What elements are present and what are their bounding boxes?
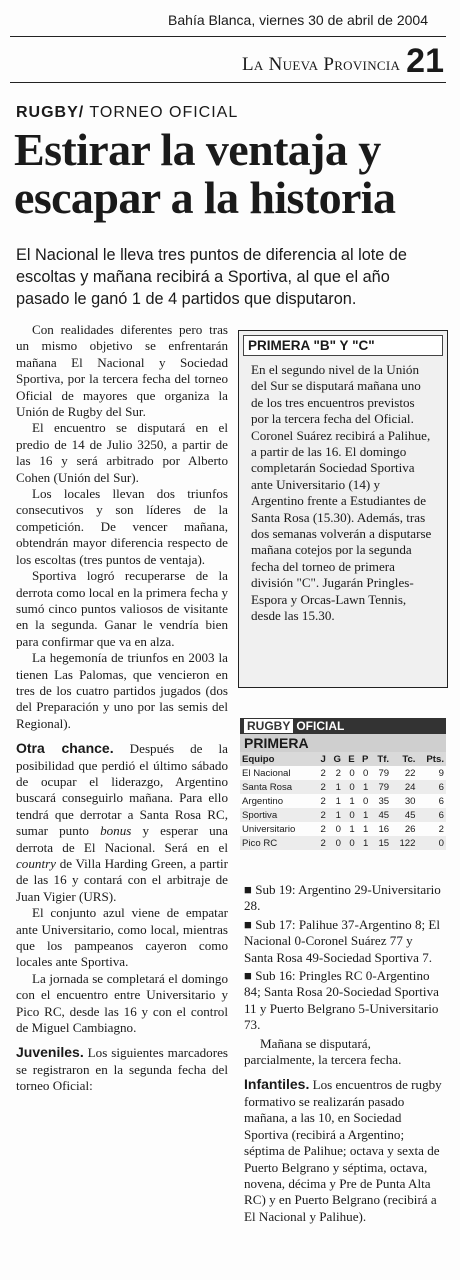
- standings-row: [240, 794, 446, 808]
- stat-cell: 1: [357, 808, 371, 822]
- team-name-cell: Pico RC: [240, 836, 316, 850]
- sidebar-title: PRIMERA "B" Y "C": [243, 335, 443, 356]
- masthead-rule: [10, 82, 446, 83]
- stat-cell: 45: [391, 808, 417, 822]
- stat-cell: 79: [378, 767, 390, 779]
- stat-cell: 1: [349, 823, 355, 835]
- team-name-cell: El Nacional: [242, 767, 291, 779]
- standings-row: [240, 822, 446, 836]
- standings-row: [240, 808, 446, 822]
- stat-cell: 9: [438, 767, 444, 779]
- standings-row: [240, 766, 446, 780]
- stat-cell: 0: [328, 836, 343, 850]
- stat-cell: 22: [404, 767, 416, 779]
- infantiles-title: Infantiles.: [244, 1076, 310, 1093]
- team-name-cell: Argentino: [242, 795, 284, 807]
- headline-line-2: escapar a la historia: [14, 172, 396, 223]
- stat-cell: 0: [363, 767, 369, 779]
- team-name-cell: Santa Rosa: [240, 780, 316, 794]
- stat-cell: 35: [378, 795, 390, 807]
- stat-cell: 0: [343, 836, 357, 850]
- masthead: [242, 42, 444, 80]
- section-tournament: TORNEO OFICIAL: [84, 104, 239, 121]
- results-column: [244, 882, 444, 1227]
- standings-grid: [240, 752, 446, 850]
- stat-cell: 1: [349, 795, 355, 807]
- paper-name: La Nueva Provincia: [242, 54, 401, 75]
- deck: El Nacional le lleva tres puntos de diferencia al lote de escoltas y mañana recibirá a Sportiva, al que el año pasado le ganó 1 de 4 partidos que disputaron.: [16, 246, 407, 308]
- stat-cell: 0: [343, 780, 357, 794]
- page-number: 21: [406, 42, 444, 80]
- body-paragraph: El conjunto azul viene de empatar ante Universitario, como local, mientras que los pampeanos cayeron como locales ante Sportiva.: [16, 905, 228, 970]
- standings-header-row: [240, 752, 446, 766]
- top-rule: [10, 36, 446, 37]
- headline: [14, 126, 454, 222]
- otra-chance-paragraph: Otra chance. Después de la posibilidad que perdió el último sábado de ocupar el liderazgo, Argentino buscará conseguirlo mañana. Para ello tendrá que derrotar a Santa Rosa RC, sumar punto bonus y esperar una derrota de El Nacional. Será en el country de Villa Harding Green, a partir de las 16 y contará con el arbitraje de Juan Vigier (URS).: [16, 740, 228, 904]
- sidebar-box: [238, 330, 448, 688]
- otra-chance-title: Otra chance.: [16, 740, 114, 757]
- stat-cell: 122: [391, 836, 417, 850]
- stat-cell: 0: [349, 767, 355, 779]
- column-header: Equipo: [240, 752, 316, 766]
- stat-cell: 45: [370, 808, 391, 822]
- stat-cell: 79: [370, 780, 391, 794]
- section-sport: RUGBY/: [16, 104, 85, 121]
- column-header: Tf.: [370, 752, 391, 766]
- column-header: Tc.: [391, 752, 417, 766]
- body-paragraph: Los locales llevan dos triunfos consecutivos y son líderes de la competición. De vencer mañana, obtendrán mayor diferencia respecto de los escoltas (tres puntos de ventaja).: [16, 486, 228, 567]
- bullet-square-icon: ■: [244, 968, 256, 984]
- column-header: Pts.: [417, 752, 446, 766]
- sidebar-text: En el segundo nivel de la Unión del Sur se disputará mañana uno de los tres encuentros previstos por la tercera fecha del Oficial. Coronel Suárez recibirá a Palihue, a partir de las 16. El domingo completarán Sociedad Sportiva ante Universitario (14) y Argentino frente a Estudiantes de Santa Rosa (15.30). Además, tras dos semanas volverán a disputarse mañana cotejos por la segunda fecha del torneo de primera división "C". Jugarán Pringles-Espora y Orcas-Lawn Tennis, desde las 15.30.: [251, 362, 432, 624]
- team-name-cell: Sportiva: [240, 808, 316, 822]
- standings-header: [240, 718, 446, 734]
- stat-cell: 0: [335, 823, 341, 835]
- dateline: Bahía Blanca, viernes 30 de abril de 2004: [168, 12, 428, 28]
- stat-cell: 2: [320, 767, 326, 779]
- stat-cell: 2: [335, 767, 341, 779]
- stat-cell: 1: [328, 780, 343, 794]
- stat-cell: 0: [363, 795, 369, 807]
- results-closing: Mañana se disputará, parcialmente, la tercera fecha.: [244, 1035, 402, 1068]
- stat-cell: 15: [370, 836, 391, 850]
- section-label: [16, 104, 238, 122]
- stat-cell: 2: [316, 836, 328, 850]
- result-item: ■ Sub 17: Palihue 37-Argentino 8; El Nacional 0-Coronel Suárez 77 y Santa Rosa 49-Sociedad Sportiva 7.: [244, 916, 441, 965]
- stat-cell: 2: [438, 823, 444, 835]
- standings-rows: [240, 766, 446, 850]
- body-paragraph: La hegemonía de triunfos en 2003 la tienen Las Palomas, que vencieron en tres de los cuatro partidos jugados (dos del Preparación y uno por las semis del Regional).: [16, 650, 228, 731]
- stat-cell: 2: [316, 808, 328, 822]
- standings-label-oficial: OFICIAL: [296, 719, 345, 733]
- stat-cell: 1: [357, 836, 371, 850]
- stat-cell: 6: [438, 795, 444, 807]
- standings-division: PRIMERA: [240, 734, 446, 752]
- stat-cell: 24: [391, 780, 417, 794]
- body-paragraph: La jornada se completará el domingo con el encuentro entre Universitario y Pico RC, desde las 16 y con el control de Miguel Cambiagno.: [16, 970, 228, 1036]
- standings-label-rugby: RUGBY: [244, 719, 293, 733]
- column-header: P: [357, 752, 371, 766]
- stat-cell: 2: [316, 780, 328, 794]
- stat-cell: 1: [335, 795, 341, 807]
- stat-cell: 2: [320, 795, 326, 807]
- result-item: ■ Sub 19: Argentino 29-Universitario 28.: [244, 882, 441, 914]
- bullet-square-icon: ■: [244, 882, 256, 897]
- bullet-square-icon: ■: [244, 916, 256, 932]
- stat-cell: 30: [404, 795, 416, 807]
- team-name-cell: Universitario: [242, 823, 296, 835]
- article-body: [16, 322, 228, 1095]
- juveniles-title: Juveniles.: [16, 1044, 84, 1061]
- headline-line-1: Estirar la ventaja y: [14, 124, 381, 175]
- body-paragraph: Con realidades diferentes pero tras un mismo objetivo se enfrentarán mañana El Nacional y Sociedad Sportiva, por la tercera fecha del torneo Oficial de mayores que organiza la Unión de Rugby del Sur.: [16, 322, 228, 420]
- standings-row: [240, 780, 446, 794]
- stat-cell: 1: [363, 823, 369, 835]
- stat-cell: 2: [320, 823, 326, 835]
- stat-cell: 1: [328, 808, 343, 822]
- standings-row: [240, 836, 446, 850]
- column-header: J: [316, 752, 328, 766]
- body-paragraph: El encuentro se disputará en el predio de 14 de Julio 3250, a partir de las 16 y será arbitrado por Alberto Cohen (Unión del Sur).: [16, 420, 228, 485]
- stat-cell: 0: [417, 836, 446, 850]
- stat-cell: 0: [343, 808, 357, 822]
- stat-cell: 1: [357, 780, 371, 794]
- body-paragraph: Sportiva logró recuperarse de la derrota como local en la primera fecha y sumó cinco puntos valiosos de visitante en la segunda. Ganar le vendría bien para confirmar que va en alza.: [16, 568, 228, 649]
- standings-table: [240, 718, 446, 850]
- stat-cell: 6: [417, 780, 446, 794]
- stat-cell: 6: [417, 808, 446, 822]
- stat-cell: 16: [378, 823, 390, 835]
- column-header: E: [343, 752, 357, 766]
- result-item: ■ Sub 16: Pringles RC 0-Argentino 84; Santa Rosa 20-Sociedad Sportiva 11 y Puerto Belgrano 5-Universitario 73.: [244, 968, 439, 1033]
- juveniles-paragraph: Juveniles. Los siguientes marcadores se registraron en la segunda fecha del torneo Oficial:: [16, 1044, 228, 1094]
- infantiles-paragraph: Infantiles. Los encuentros de rugby formativo se realizarán pasado mañana, a las 10, en Sociedad Sportiva (recibirá a Argentino; séptima de Palihue; octava y sexta de Puerto Belgrano y séptima, octava, novena, décima y Pre de Punta Alta RC) y en Puerto Belgrano (recibirá a El Nacional y Palihue).: [244, 1076, 442, 1224]
- stat-cell: 26: [404, 823, 416, 835]
- column-header: G: [328, 752, 343, 766]
